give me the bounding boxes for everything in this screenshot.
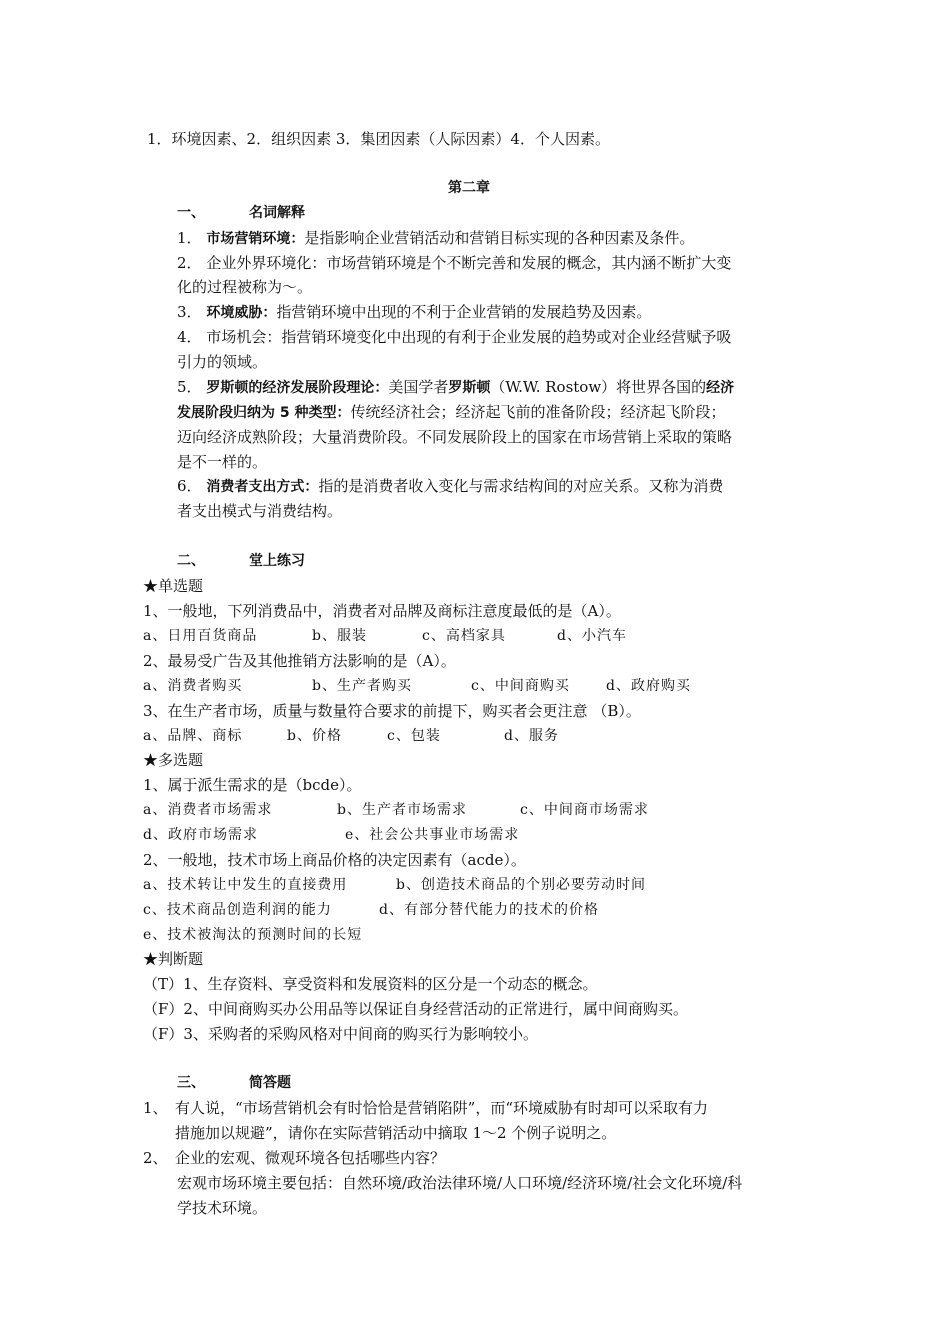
short-question-1-line1: 有人说，“市场营销机会有时恰恰是营销陷阱”，而“环境威胁有时却可以采取有力 [175, 1099, 709, 1117]
term-item-2-line1 [177, 251, 731, 275]
option: c、技术商品创造利润的能力 [143, 902, 332, 918]
option: c、中间商市场需求 [520, 802, 649, 818]
item-number: 2． [177, 254, 202, 272]
term-item-1 [177, 226, 694, 251]
multi-question-2: 2、一般地，技术市场上商品价格的决定因素有（acde）。 [143, 851, 526, 869]
intro-line: 1．环境因素、2．组织因素 3．集团因素（人际因素）4．个人因素。 [147, 130, 610, 148]
item-number: 3． [177, 303, 202, 321]
term-item-2-line2: 化的过程被称为～。 [177, 278, 313, 296]
option: c、中间商购买 [471, 678, 570, 694]
item-text: 指营销环境中出现的不利于企业营销的发展趋势及因素。 [276, 303, 652, 321]
section3-title: 简答题 [249, 1075, 291, 1091]
option: d、有部分替代能力的技术的价格 [379, 902, 599, 918]
term-item-5-line2 [177, 400, 726, 425]
option: a、品牌、商标 [143, 728, 243, 744]
option: c、高档家具 [422, 628, 506, 644]
option: b、生产者市场需求 [337, 802, 467, 818]
item-term: 罗斯顿的经济发展阶段理论： [206, 380, 389, 396]
term-item-3 [177, 300, 651, 325]
option: e、技术被淘汰的预测时间的长短 [143, 927, 363, 943]
option: e、社会公共事业市场需求 [345, 827, 520, 843]
tf-item-1: （T）1、生存资料、享受资料和发展资料的区分是一个动态的概念。 [143, 975, 598, 993]
option: a、消费者购买 [143, 678, 243, 694]
short-question-1-line2: 措施加以规避”，请你在实际营销活动中摘取 1～2 个例子说明之。 [175, 1124, 617, 1142]
option: b、创造技术商品的个别必要劳动时间 [396, 877, 646, 893]
option: c、包装 [387, 728, 441, 744]
item-name: 罗斯顿 [448, 380, 491, 396]
item-number: 5． [177, 378, 202, 396]
single-choice-label: ★单选题 [143, 577, 204, 595]
item-text: 指的是消费者收入变化与需求结构间的对应关系。又称为消费 [318, 477, 724, 495]
item-text: 美国学者 [388, 378, 449, 396]
chapter-title: 第二章 [448, 180, 490, 196]
option: a、日用百货商品 [143, 628, 258, 644]
item-number: 6． [177, 477, 202, 495]
item-text: 是指影响企业营销活动和营销目标实现的各种因素及条件。 [304, 229, 695, 247]
short-answer-2-line1: 宏观市场环境主要包括：自然环境/政治法律环境/人口环境/经济环境/社会文化环境/科 [177, 1174, 743, 1192]
item-text: 市场机会：指营销环境变化中出现的有利于企业发展的趋势或对企业经营赋予吸 [206, 328, 732, 346]
item-number: 4． [177, 328, 202, 346]
option: b、生产者购买 [312, 678, 412, 694]
section1-heading [177, 201, 305, 225]
true-false-label: ★判断题 [143, 950, 204, 968]
option: d、小汽车 [557, 628, 627, 644]
item-term: 发展阶段归纳为 5 种类型： [177, 405, 351, 421]
term-item-4-line2: 引力的领域。 [177, 353, 268, 371]
item-text: （W.W. Rostow）将世界各国的 [490, 378, 707, 396]
short-question-1-number: 1、 [143, 1099, 168, 1117]
tf-item-3: （F）3、采购者的采购风格对中间商的购买行为影响较小。 [143, 1025, 538, 1043]
option: b、服装 [312, 628, 367, 644]
section3-heading [177, 1071, 291, 1095]
section1-number: 一、 [177, 205, 205, 221]
option: a、消费者市场需求 [143, 802, 273, 818]
term-item-5-line1 [177, 375, 734, 400]
option: b、价格 [287, 728, 342, 744]
section2-number: 二、 [177, 553, 205, 569]
multi-question-1: 1、属于派生需求的是（bcde）。 [143, 776, 362, 794]
section1-title: 名词解释 [249, 205, 305, 221]
section3-number: 三、 [177, 1075, 205, 1091]
term-item-4-line1 [177, 325, 731, 349]
term-item-6-line1 [177, 474, 723, 499]
item-term: 环境威胁： [206, 305, 277, 321]
single-question-1: 1、一般地，下列消费品中，消费者对品牌及商标注意度最低的是（A）。 [143, 602, 621, 620]
item-term: 消费者支出方式： [206, 479, 319, 495]
short-answer-2-line2: 学技术环境。 [177, 1199, 268, 1217]
item-text: 企业外界环境化：市场营销环境是个不断完善和发展的概念，其内涵不断扩大变 [206, 254, 732, 272]
option: a、技术转让中发生的直接费用 [143, 877, 348, 893]
tf-item-2: （F）2、中间商购买办公用品等以保证自身经营活动的正常进行，属中间商购买。 [143, 1000, 688, 1018]
option: d、服务 [504, 728, 559, 744]
section2-heading [177, 549, 305, 573]
option: d、政府购买 [606, 678, 691, 694]
multi-options-2c [143, 923, 362, 947]
section2-title: 堂上练习 [249, 553, 305, 569]
option: d、政府市场需求 [143, 827, 258, 843]
item-text: 传统经济社会；经济起飞前的准备阶段；经济起飞阶段； [350, 403, 726, 421]
single-question-2: 2、最易受广告及其他推销方法影响的是（A）。 [143, 652, 456, 670]
item-term: 市场营销环境： [206, 231, 305, 247]
item-term: 经济 [706, 380, 735, 396]
term-item-5-line3: 迈向经济成熟阶段；大量消费阶段。不同发展阶段上的国家在市场营销上采取的策略 [177, 428, 733, 446]
item-number: 1． [177, 229, 202, 247]
short-question-2: 企业的宏观、微观环境各包括哪些内容？ [175, 1149, 446, 1167]
multi-choice-label: ★多选题 [143, 751, 204, 769]
short-question-2-number: 2、 [143, 1149, 168, 1167]
term-item-6-line2: 者支出模式与消费结构。 [177, 502, 343, 520]
term-item-5-line4: 是不一样的。 [177, 453, 268, 471]
single-question-3: 3、在生产者市场，质量与数量符合要求的前提下，购买者会更注意 （B）。 [143, 702, 641, 720]
